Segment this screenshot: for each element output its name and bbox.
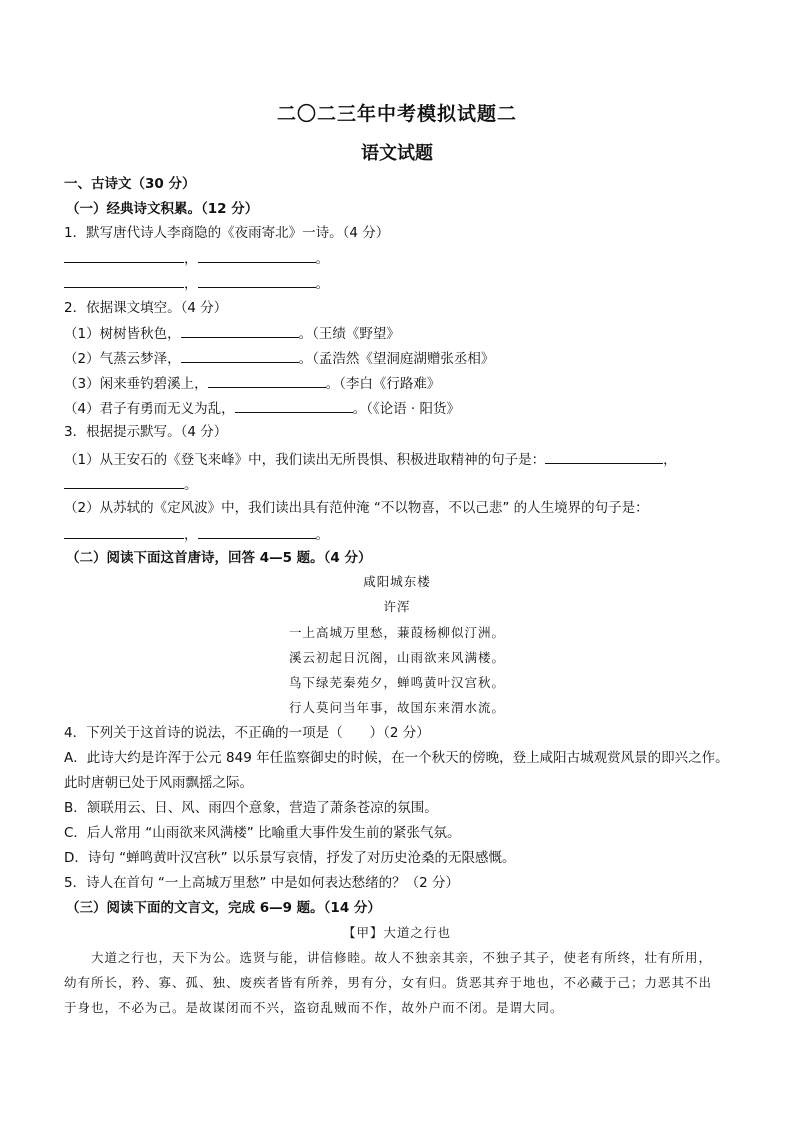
q3-item-1: （1）从王安石的《登飞来峰》中，我们读出无所畏惧、积极进取精神的句子是： ， — [64, 449, 677, 469]
q1-answer-line-2: ， 。 — [64, 273, 329, 293]
q3-item-1-continued: 。 — [64, 474, 198, 494]
section1-heading: 一、古诗文（30 分） — [64, 176, 196, 192]
classical-text-line: 幼有所长，矜、寡、孤、独、废疾者皆有所养，男有分，女有归。货恶其弃于地也，不必藏于己；力恶其不出 — [64, 975, 713, 990]
q1-answer-line-1: ， 。 — [64, 248, 329, 268]
q4-option-b: B．颔联用云、日、风、雨四个意象，营造了萧条苍凉的氛围。 — [64, 800, 438, 816]
answer-blank[interactable] — [198, 248, 316, 263]
answer-blank[interactable] — [64, 524, 184, 539]
answer-blank[interactable] — [181, 323, 299, 338]
q2-text: 2．依据课文填空。（4 分） — [64, 300, 228, 316]
answer-blank[interactable] — [198, 273, 316, 288]
classical-text-line: 于身也，不必为己。是故谋闭而不兴，盗窃乱贼而不作，故外户而不闭。是谓大同。 — [64, 1000, 564, 1015]
q3-item-2: （2）从苏轼的《定风波》中，我们读出具有范仲淹 “不以物喜，不以己悲” 的人生境界的句子是： — [64, 500, 649, 516]
part3-heading: （三）阅读下面的文言文，完成 6—9 题。（14 分） — [66, 900, 381, 916]
poem-line: 一上高城万里愁，蒹葭杨柳似汀洲。 — [288, 625, 505, 640]
q4-option-d: D．诗句 “蝉鸣黄叶汉宫秋” 以乐景写哀情，抒发了对历史沧桑的无限感慨。 — [64, 850, 516, 866]
poem-author: 许浑 — [383, 599, 411, 614]
q2-item-4: （4）君子有勇而无义为乱， 。（《论语 · 阳货》 — [64, 398, 460, 418]
q2-item-1: （1）树树皆秋色， 。（王绩《野望》 — [64, 323, 400, 343]
q3-text: 3．根据提示默写。（4 分） — [64, 424, 228, 440]
answer-blank[interactable] — [208, 373, 326, 388]
q4-text: 4．下列关于这首诗的说法，不正确的一项是（ ）（2 分） — [64, 725, 430, 741]
q3-item-2-answer: ， 。 — [64, 524, 329, 544]
part1-heading: （一）经典诗文积累。（12 分） — [66, 201, 259, 217]
exam-subtitle: 语文试题 — [361, 143, 433, 164]
classical-text-line: 大道之行也，天下为公。选贤与能，讲信修睦。故人不独亲其亲，不独子其子，使老有所终，壮有所用， — [64, 950, 713, 965]
answer-blank[interactable] — [64, 273, 184, 288]
q4-option-a-continued: 此时唐朝已处于风雨飘摇之际。 — [64, 775, 253, 791]
exam-title: 二〇二三年中考模拟试题二 — [276, 103, 517, 125]
answer-blank[interactable] — [545, 449, 663, 464]
part2-heading: （二）阅读下面这首唐诗，回答 4—5 题。（4 分） — [66, 550, 372, 566]
q4-option-c: C．后人常用 “山雨欲来风满楼” 比喻重大事件发生前的紧张气氛。 — [64, 825, 461, 841]
q5-text: 5．诗人在首句 “一上高城万里愁” 中是如何表达愁绪的？（2 分） — [64, 875, 460, 891]
poem-line: 鸟下绿芜秦苑夕，蝉鸣黄叶汉宫秋。 — [288, 675, 505, 690]
q1-text: 1．默写唐代诗人李商隐的《夜雨寄北》一诗。（4 分） — [64, 225, 390, 241]
answer-blank[interactable] — [64, 474, 184, 489]
q2-item-2: （2）气蒸云梦泽， 。（孟浩然《望洞庭湖赠张丞相》 — [64, 348, 494, 368]
poem-line: 溪云初起日沉阁，山雨欲来风满楼。 — [288, 650, 505, 665]
q4-option-a: A．此诗大约是许浑于公元 849 年任监察御史的时候，在一个秋天的傍晚，登上咸阳古城观赏风景的即兴之作。 — [64, 750, 729, 766]
answer-blank[interactable] — [64, 248, 184, 263]
answer-blank[interactable] — [235, 398, 353, 413]
answer-blank[interactable] — [181, 348, 299, 363]
answer-blank[interactable] — [198, 524, 316, 539]
poem-title: 咸阳城东楼 — [363, 574, 431, 589]
q2-item-3: （3）闲来垂钓碧溪上， 。（李白《行路难》 — [64, 373, 440, 393]
poem-line: 行人莫问当年事，故国东来渭水流。 — [288, 700, 505, 715]
classical-text-title: 【甲】大道之行也 — [342, 925, 451, 940]
